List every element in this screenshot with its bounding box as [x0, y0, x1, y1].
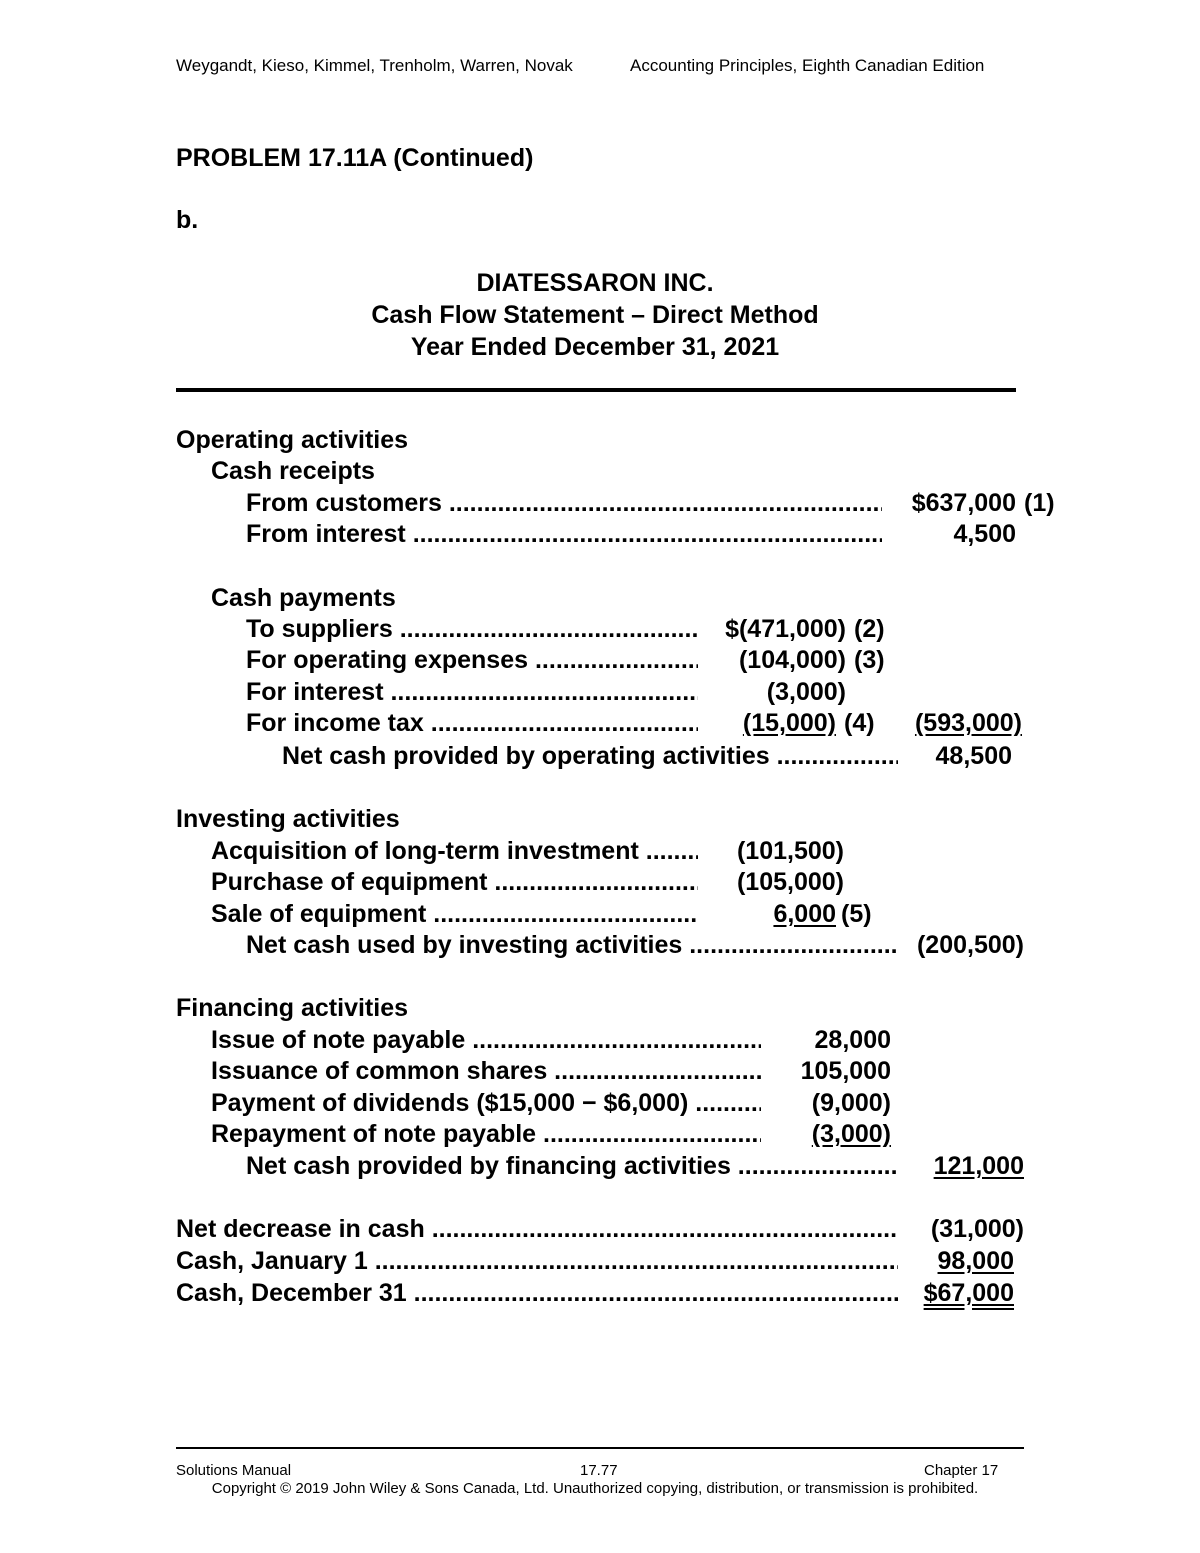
line-amount: (200,500) [916, 931, 1024, 959]
section-heading-financing: Financing activities [176, 994, 409, 1022]
footer-left: Solutions Manual [176, 1462, 292, 1479]
line-net-decrease [176, 1215, 1026, 1247]
line-amount: 121,000 [933, 1152, 1024, 1180]
line-label: Issue of note payable ..... [211, 1026, 761, 1055]
line-amount: $(471,000) [725, 615, 846, 643]
line-label: Purchase of equipment ..... [211, 868, 698, 897]
line-label: Net cash provided by operating activities ..... [282, 742, 898, 771]
line-income-tax [246, 709, 1046, 741]
subheading-cash-payments: Cash payments [211, 584, 396, 612]
line-label: For income tax ..... [246, 709, 698, 738]
line-label: Acquisition of long-term investment ..... [211, 837, 698, 866]
line-amount: 6,000 [773, 900, 836, 928]
line-note-payable-issue [211, 1026, 1011, 1058]
line-amount: (3,000) [766, 678, 846, 706]
line-amount: 4,500 [953, 520, 1016, 548]
line-amount: 28,000 [814, 1026, 891, 1054]
footer-copyright: Copyright © 2019 John Wiley & Sons Canada, Ltd. Unauthorized copying, distribution, or transmission is prohibited. [211, 1480, 979, 1497]
line-label: Issuance of common shares ..... [211, 1057, 761, 1086]
line-amount: (104,000) [738, 646, 846, 674]
line-dividends [211, 1089, 1011, 1121]
line-amount: 48,500 [935, 742, 1012, 770]
line-common-shares [211, 1057, 1011, 1089]
footer-page-number: 17.77 [580, 1462, 618, 1479]
header-book-title: Accounting Principles, Eighth Canadian Edition [630, 56, 985, 75]
statement-period: Year Ended December 31, 2021 [410, 333, 780, 361]
line-amount: $637,000 [911, 489, 1016, 517]
line-note: (2) [854, 615, 885, 643]
line-note: (3) [854, 646, 885, 674]
line-amount: (105,000) [736, 868, 844, 896]
footer-rule [176, 1447, 1024, 1449]
line-net-investing [246, 931, 1026, 963]
line-for-interest [246, 678, 1046, 710]
line-amount: 105,000 [800, 1057, 891, 1085]
line-sale-equipment [211, 900, 1011, 932]
line-label: Net decrease in cash ..... [176, 1215, 898, 1244]
line-cash-dec31 [176, 1279, 1026, 1311]
line-total: (593,000) [914, 709, 1022, 737]
part-label: b. [176, 206, 199, 234]
subheading-cash-receipts: Cash receipts [211, 457, 375, 485]
line-label: From interest ..... [246, 520, 882, 549]
line-net-financing [246, 1152, 1026, 1184]
problem-title: PROBLEM 17.11A (Continued) [176, 144, 534, 172]
line-label: Sale of equipment ..... [211, 900, 698, 929]
line-label: To suppliers ..... [246, 615, 698, 644]
footer-chapter: Chapter 17 [924, 1462, 999, 1479]
line-label: Cash, January 1 ..... [176, 1247, 898, 1276]
section-heading-operating: Operating activities [176, 426, 409, 454]
line-from-customers [246, 489, 1066, 521]
section-heading-investing: Investing activities [176, 805, 400, 833]
line-amount: $67,000 [923, 1279, 1014, 1307]
line-amount: (15,000) [742, 709, 836, 737]
line-to-suppliers [246, 615, 1046, 647]
line-label: Net cash used by investing activities ..... [246, 931, 898, 960]
line-label: Cash, December 31 ..... [176, 1279, 898, 1308]
line-note: (4) [844, 709, 875, 737]
line-cash-jan1 [176, 1247, 1026, 1279]
line-from-interest [246, 520, 1066, 552]
header-authors: Weygandt, Kieso, Kimmel, Trenholm, Warren, Novak [176, 56, 573, 75]
line-label: Payment of dividends ($15,000 − $6,000) ..... [211, 1089, 761, 1118]
line-amount: (9,000) [811, 1089, 891, 1117]
line-label: From customers ..... [246, 489, 882, 518]
line-note: (1) [1024, 489, 1055, 517]
line-amount: (3,000) [811, 1120, 891, 1148]
line-acquisition [211, 837, 1011, 869]
company-name: DIATESSARON INC. [476, 269, 714, 297]
line-note: (5) [841, 900, 872, 928]
line-amount: 98,000 [937, 1247, 1014, 1275]
line-net-operating [282, 742, 1022, 774]
heading-rule [176, 388, 1016, 392]
line-label: For operating expenses ..... [246, 646, 698, 675]
statement-name: Cash Flow Statement – Direct Method [371, 301, 819, 329]
line-label: Net cash provided by financing activities ..... [246, 1152, 898, 1181]
line-amount: (101,500) [736, 837, 844, 865]
line-label: For interest ..... [246, 678, 698, 707]
line-amount: (31,000) [930, 1215, 1024, 1243]
line-purchase-equipment [211, 868, 1011, 900]
line-note-repayment [211, 1120, 1011, 1152]
line-operating-expenses [246, 646, 1046, 678]
line-label: Repayment of note payable ..... [211, 1120, 761, 1149]
